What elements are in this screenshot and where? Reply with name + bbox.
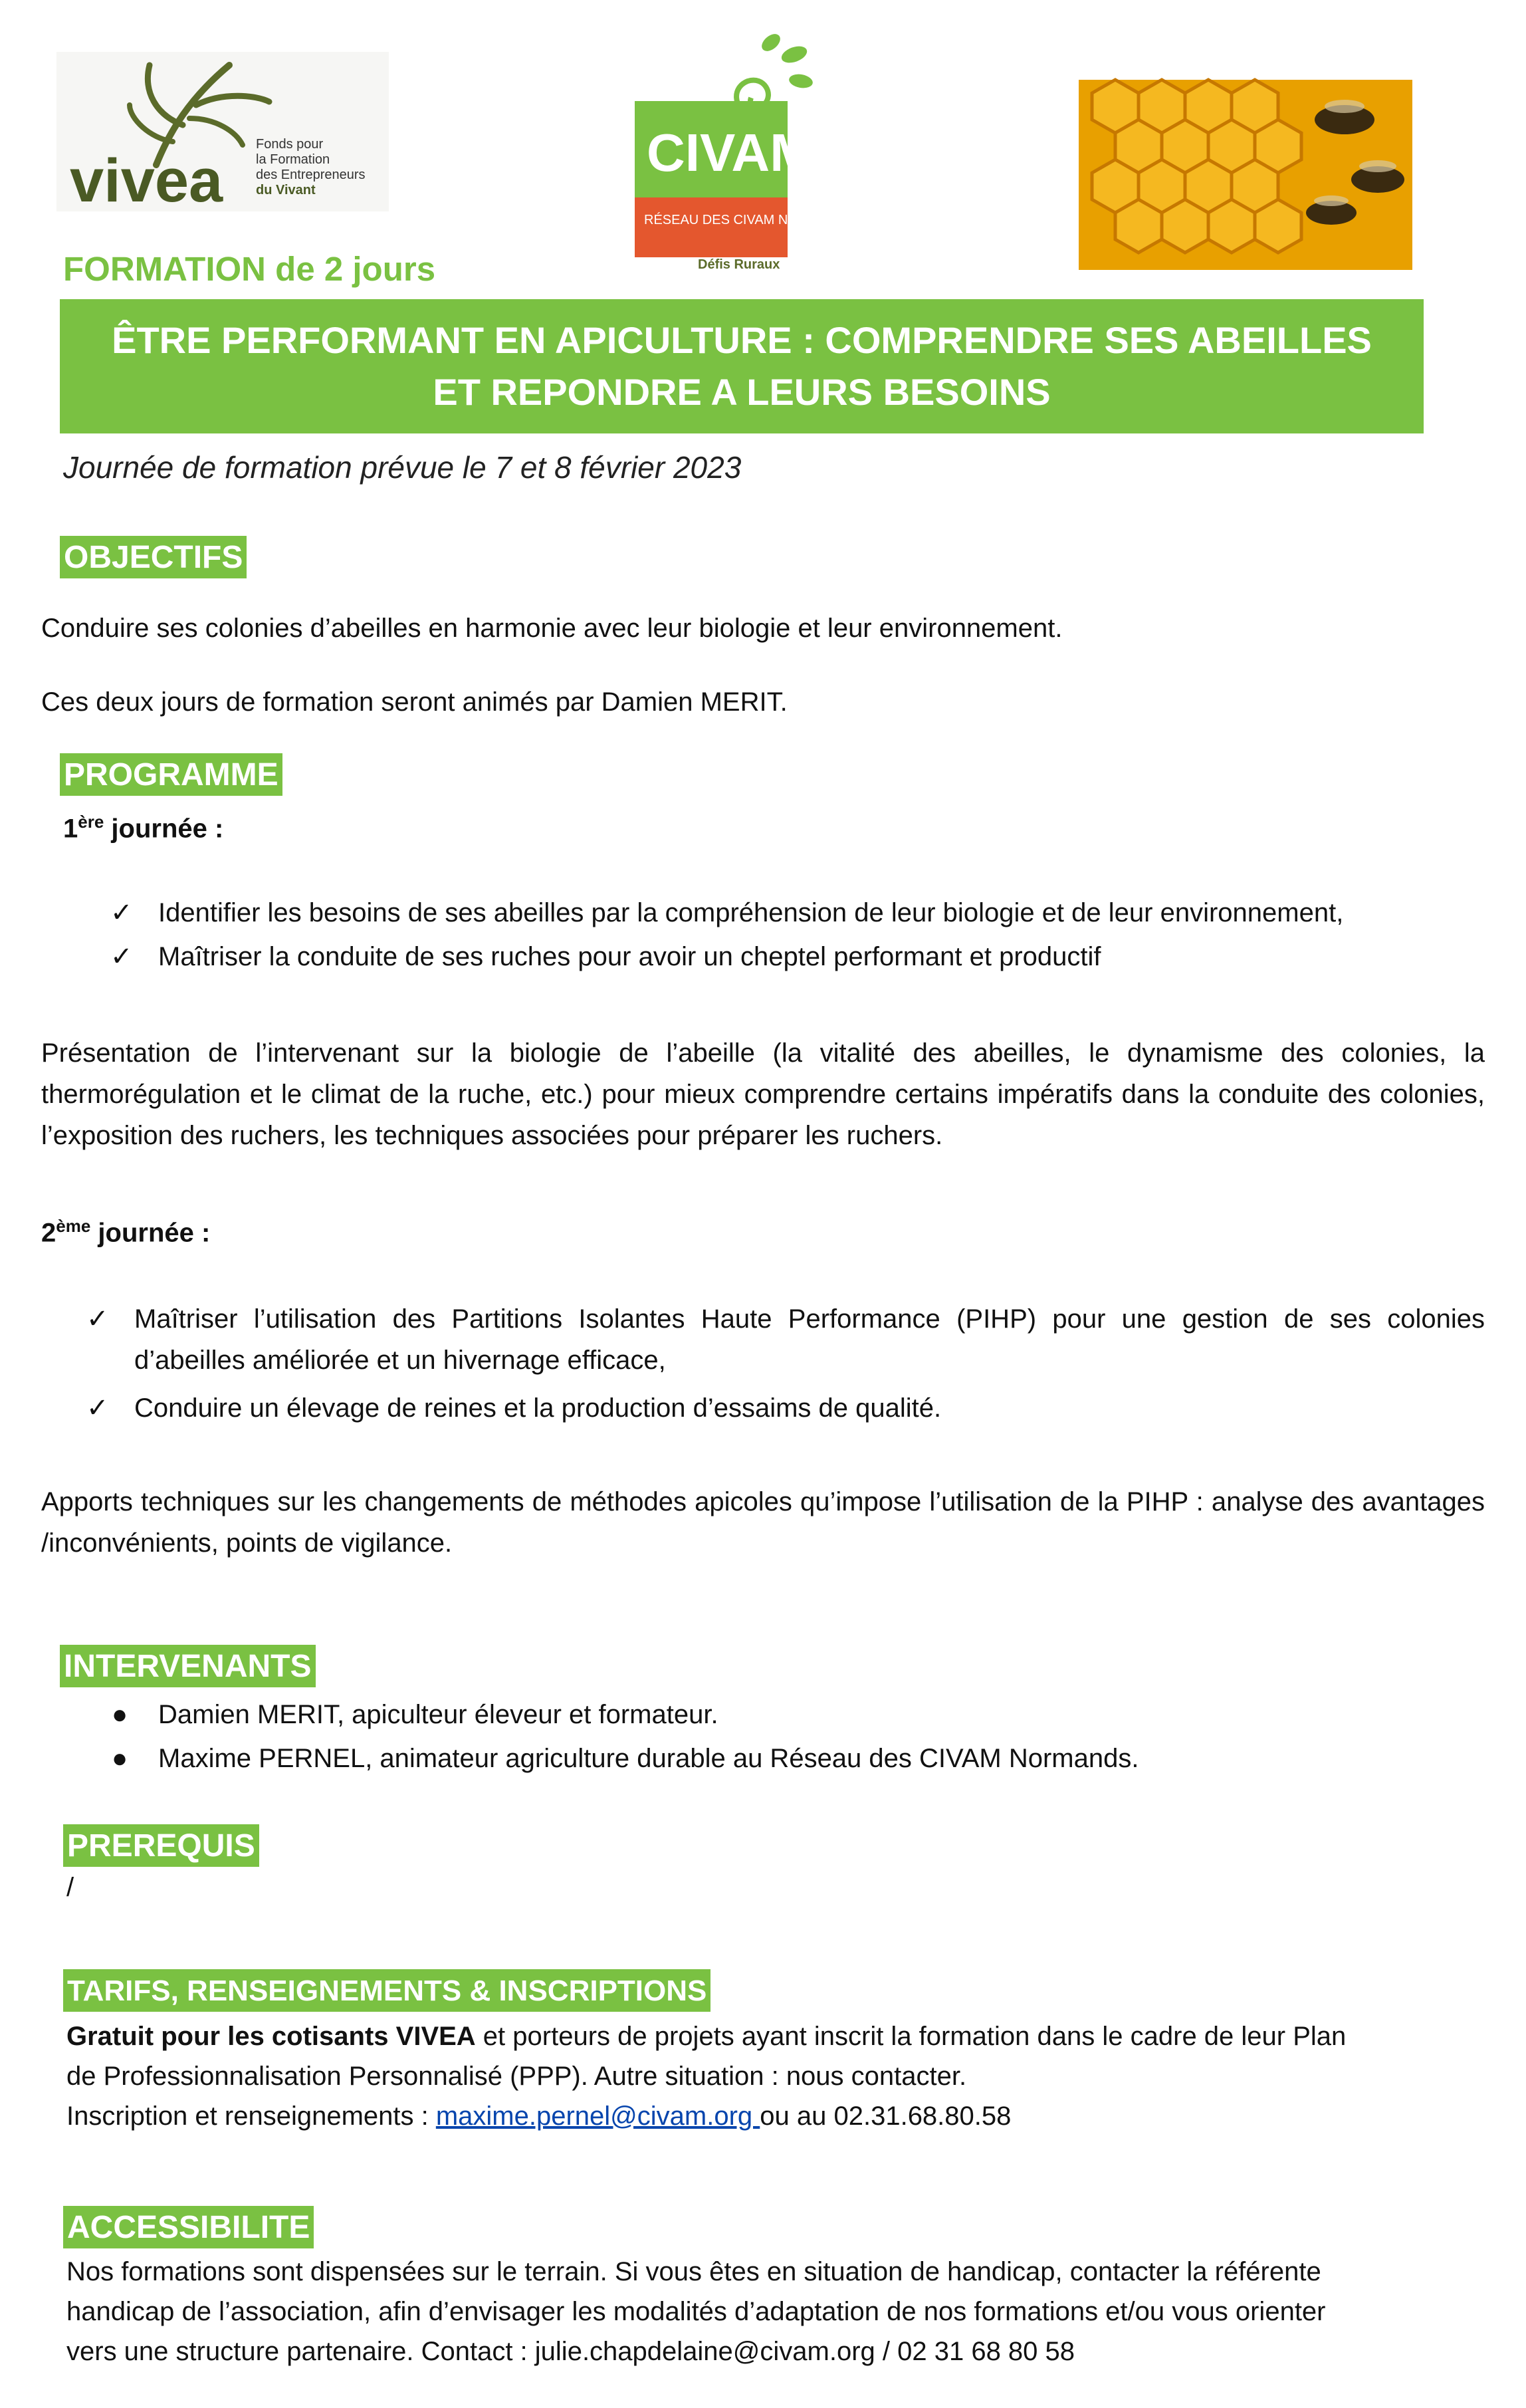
formation-duration: FORMATION de 2 jours <box>63 250 436 288</box>
bullet-icon: ● <box>112 1700 128 1729</box>
list-item: ✓ Conduire un élevage de reines et la production d’essaims de qualité. <box>134 1386 1485 1430</box>
intervenants-list <box>112 1693 1461 1780</box>
section-prerequis-heading: PREREQUIS <box>63 1824 259 1867</box>
list-item: ✓ Maîtriser la conduite de ses ruches pour avoir un cheptel performant et productif <box>158 935 1461 979</box>
civam-logo <box>635 28 856 274</box>
list-item: ● Damien MERIT, apiculteur éleveur et formateur. <box>158 1693 1461 1737</box>
tarifs-line-3: Inscription et renseignements : maxime.pernel@civam.org ou au 02.31.68.80.58 <box>66 2102 1012 2131</box>
day1-list <box>110 891 1461 979</box>
check-icon: ✓ <box>86 1304 109 1334</box>
day2-description: Apports techniques sur les changements de méthodes apicoles qu’impose l’utilisation de la PIHP : analyse des avantages /inconvénients, points de vigilance. <box>41 1487 1485 1558</box>
section-intervenants-heading: INTERVENANTS <box>60 1645 316 1687</box>
day1-description: Présentation de l’intervenant sur la biologie de l’abeille (la vitalité des abeilles, le dynamisme des colonies, la thermorégulation et le climat de la ruche, etc.) pour mieux comprendre certains impératifs dans la conduite des colonies, l’exposition des ruchers, les techniques associées pour préparer les ruchers. <box>41 1038 1485 1150</box>
day2-list <box>86 1298 1485 1430</box>
honeycomb-image <box>1079 80 1412 270</box>
section-programme-heading: PROGRAMME <box>60 753 282 796</box>
title-banner <box>60 299 1424 433</box>
svg-text:des Entrepreneurs: des Entrepreneurs <box>256 168 366 182</box>
section-tarifs-heading: TARIFS, RENSEIGNEMENTS & INSCRIPTIONS <box>63 1969 710 2012</box>
check-icon: ✓ <box>110 898 133 927</box>
tarifs-line-2: de Professionnalisation Personnalisé (PPP). Autre situation : nous contacter. <box>66 2062 967 2091</box>
accessibilite-line-3: vers une structure partenaire. Contact : julie.chapdelaine@civam.org / 02 31 68 80 58 <box>66 2337 1075 2366</box>
civam-subtitle: RÉSEAU DES CIVAM NORMANDS <box>644 213 856 227</box>
objectifs-line-2: Ces deux jours de formation seront animés par Damien MERIT. <box>41 687 788 717</box>
prerequis-value: / <box>66 1873 74 1902</box>
accessibilite-line-1: Nos formations sont dispensées sur le terrain. Si vous êtes en situation de handicap, contacter la référente <box>66 2257 1321 2286</box>
training-dates: Journée de formation prévue le 7 et 8 février 2023 <box>63 450 742 485</box>
accessibilite-line-2: handicap de l’association, afin d’envisager les modalités d’adaptation de nos formations et/ou vous orienter <box>66 2297 1326 2326</box>
vivea-logo <box>56 52 389 215</box>
email-link[interactable]: maxime.pernel@civam.org <box>435 2102 760 2131</box>
check-icon: ✓ <box>110 942 133 971</box>
list-item: ✓ Identifier les besoins de ses abeilles par la compréhension de leur biologie et de leur environnement, <box>158 891 1461 935</box>
page-title: ÊTRE PERFORMANT EN APICULTURE : COMPRENDRE SES ABEILLES ET REPONDRE A LEURS BESOINS <box>112 319 1372 413</box>
objectifs-line-1: Conduire ses colonies d’abeilles en harmonie avec leur biologie et leur environnement. <box>41 614 1063 643</box>
day2-heading: 2ème journée : <box>41 1216 211 1248</box>
tarifs-line-1: Gratuit pour les cotisants VIVEA et porteurs de projets ayant inscrit la formation dans le cadre de leur Plan <box>66 2022 1347 2051</box>
list-item: ✓ Maîtriser l’utilisation des Partitions Isolantes Haute Performance (PIHP) pour une gestion de ses colonies d’abeilles améliorée et un hivernage efficace, <box>134 1298 1485 1381</box>
svg-text:du Vivant: du Vivant <box>256 183 316 197</box>
check-icon: ✓ <box>86 1393 109 1423</box>
civam-wordmark: CIVAM <box>647 123 814 182</box>
day1-heading: 1ère journée : <box>63 812 224 844</box>
section-objectifs-heading: OBJECTIFS <box>60 536 247 578</box>
civam-tagline: Défis Ruraux <box>698 257 780 272</box>
list-item: ● Maxime PERNEL, animateur agriculture durable au Réseau des CIVAM Normands. <box>158 1737 1461 1780</box>
svg-text:Fonds pour: Fonds pour <box>256 137 324 152</box>
section-accessibilite-heading: ACCESSIBILITE <box>63 2206 314 2248</box>
vivea-wordmark: vivea <box>70 147 223 215</box>
bullet-icon: ● <box>112 1744 128 1773</box>
svg-text:la Formation: la Formation <box>256 152 330 167</box>
